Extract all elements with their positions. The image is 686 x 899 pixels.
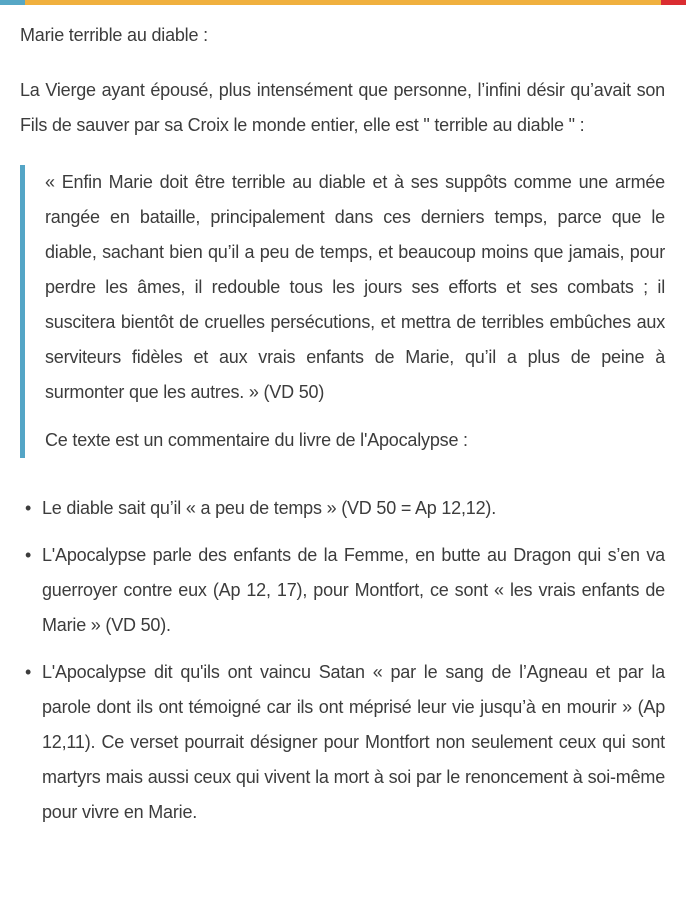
bullet-icon: • xyxy=(25,662,32,682)
list-item-text: L'Apocalypse dit qu'ils ont vaincu Satan « par le sang de l’Agneau et par la parole dont ils ont témoigné car ils ont méprisé leur vie jusqu’à en mourir » (Ap 12,11). Ce verset pourrait désigner pour Montfort non seulement ceux qui sont martyrs mais aussi ceux qui vivent la mort à soi par le renoncement à soi-même pour vivre en Marie. xyxy=(42,662,665,822)
blockquote xyxy=(20,165,665,458)
top-accent-bar xyxy=(0,0,686,5)
accent-segment-teal xyxy=(0,0,25,5)
bullet-icon: • xyxy=(25,545,32,565)
intro-paragraph: La Vierge ayant épousé, plus intensément que personne, l’infini désir qu’avait son Fils de sauver par sa Croix le monde entier, elle est " terrible au diable " : xyxy=(20,80,665,135)
quote-text: « Enfin Marie doit être terrible au diable et à ses suppôts comme une armée rangée en bataille, principalement dans ces derniers temps, parce que le diable, sachant bien qu’il a peu de temps, et beaucoup moins que jamais, pour perdre les âmes, il redouble tous les jours ses efforts et ses combats ; il suscitera bientôt de cruelles persécutions, et mettra de terribles embûches aux serviteurs fidèles et aux vrais enfants de Marie, qu’il a plus de peine à surmonter que les autres. » (VD 50) xyxy=(45,172,665,402)
accent-segment-red xyxy=(661,0,686,5)
list-item xyxy=(25,655,665,830)
list-item-text: Le diable sait qu’il « a peu de temps » (VD 50 = Ap 12,12). xyxy=(42,498,497,518)
bullet-icon: • xyxy=(25,498,32,518)
bullet-list xyxy=(20,491,665,830)
list-item-text: L'Apocalypse parle des enfants de la Femme, en butte au Dragon qui s’en va guerroyer contre eux (Ap 12, 17), pour Montfort, ce sont « les vrais enfants de Marie » (VD 50). xyxy=(42,545,665,635)
accent-segment-orange xyxy=(25,0,661,5)
page-heading: Marie terrible au diable : xyxy=(20,25,208,45)
quote-comment: Ce texte est un commentaire du livre de l'Apocalypse : xyxy=(45,430,468,450)
list-item xyxy=(25,538,665,643)
list-item xyxy=(25,491,665,526)
document-body xyxy=(0,5,686,830)
